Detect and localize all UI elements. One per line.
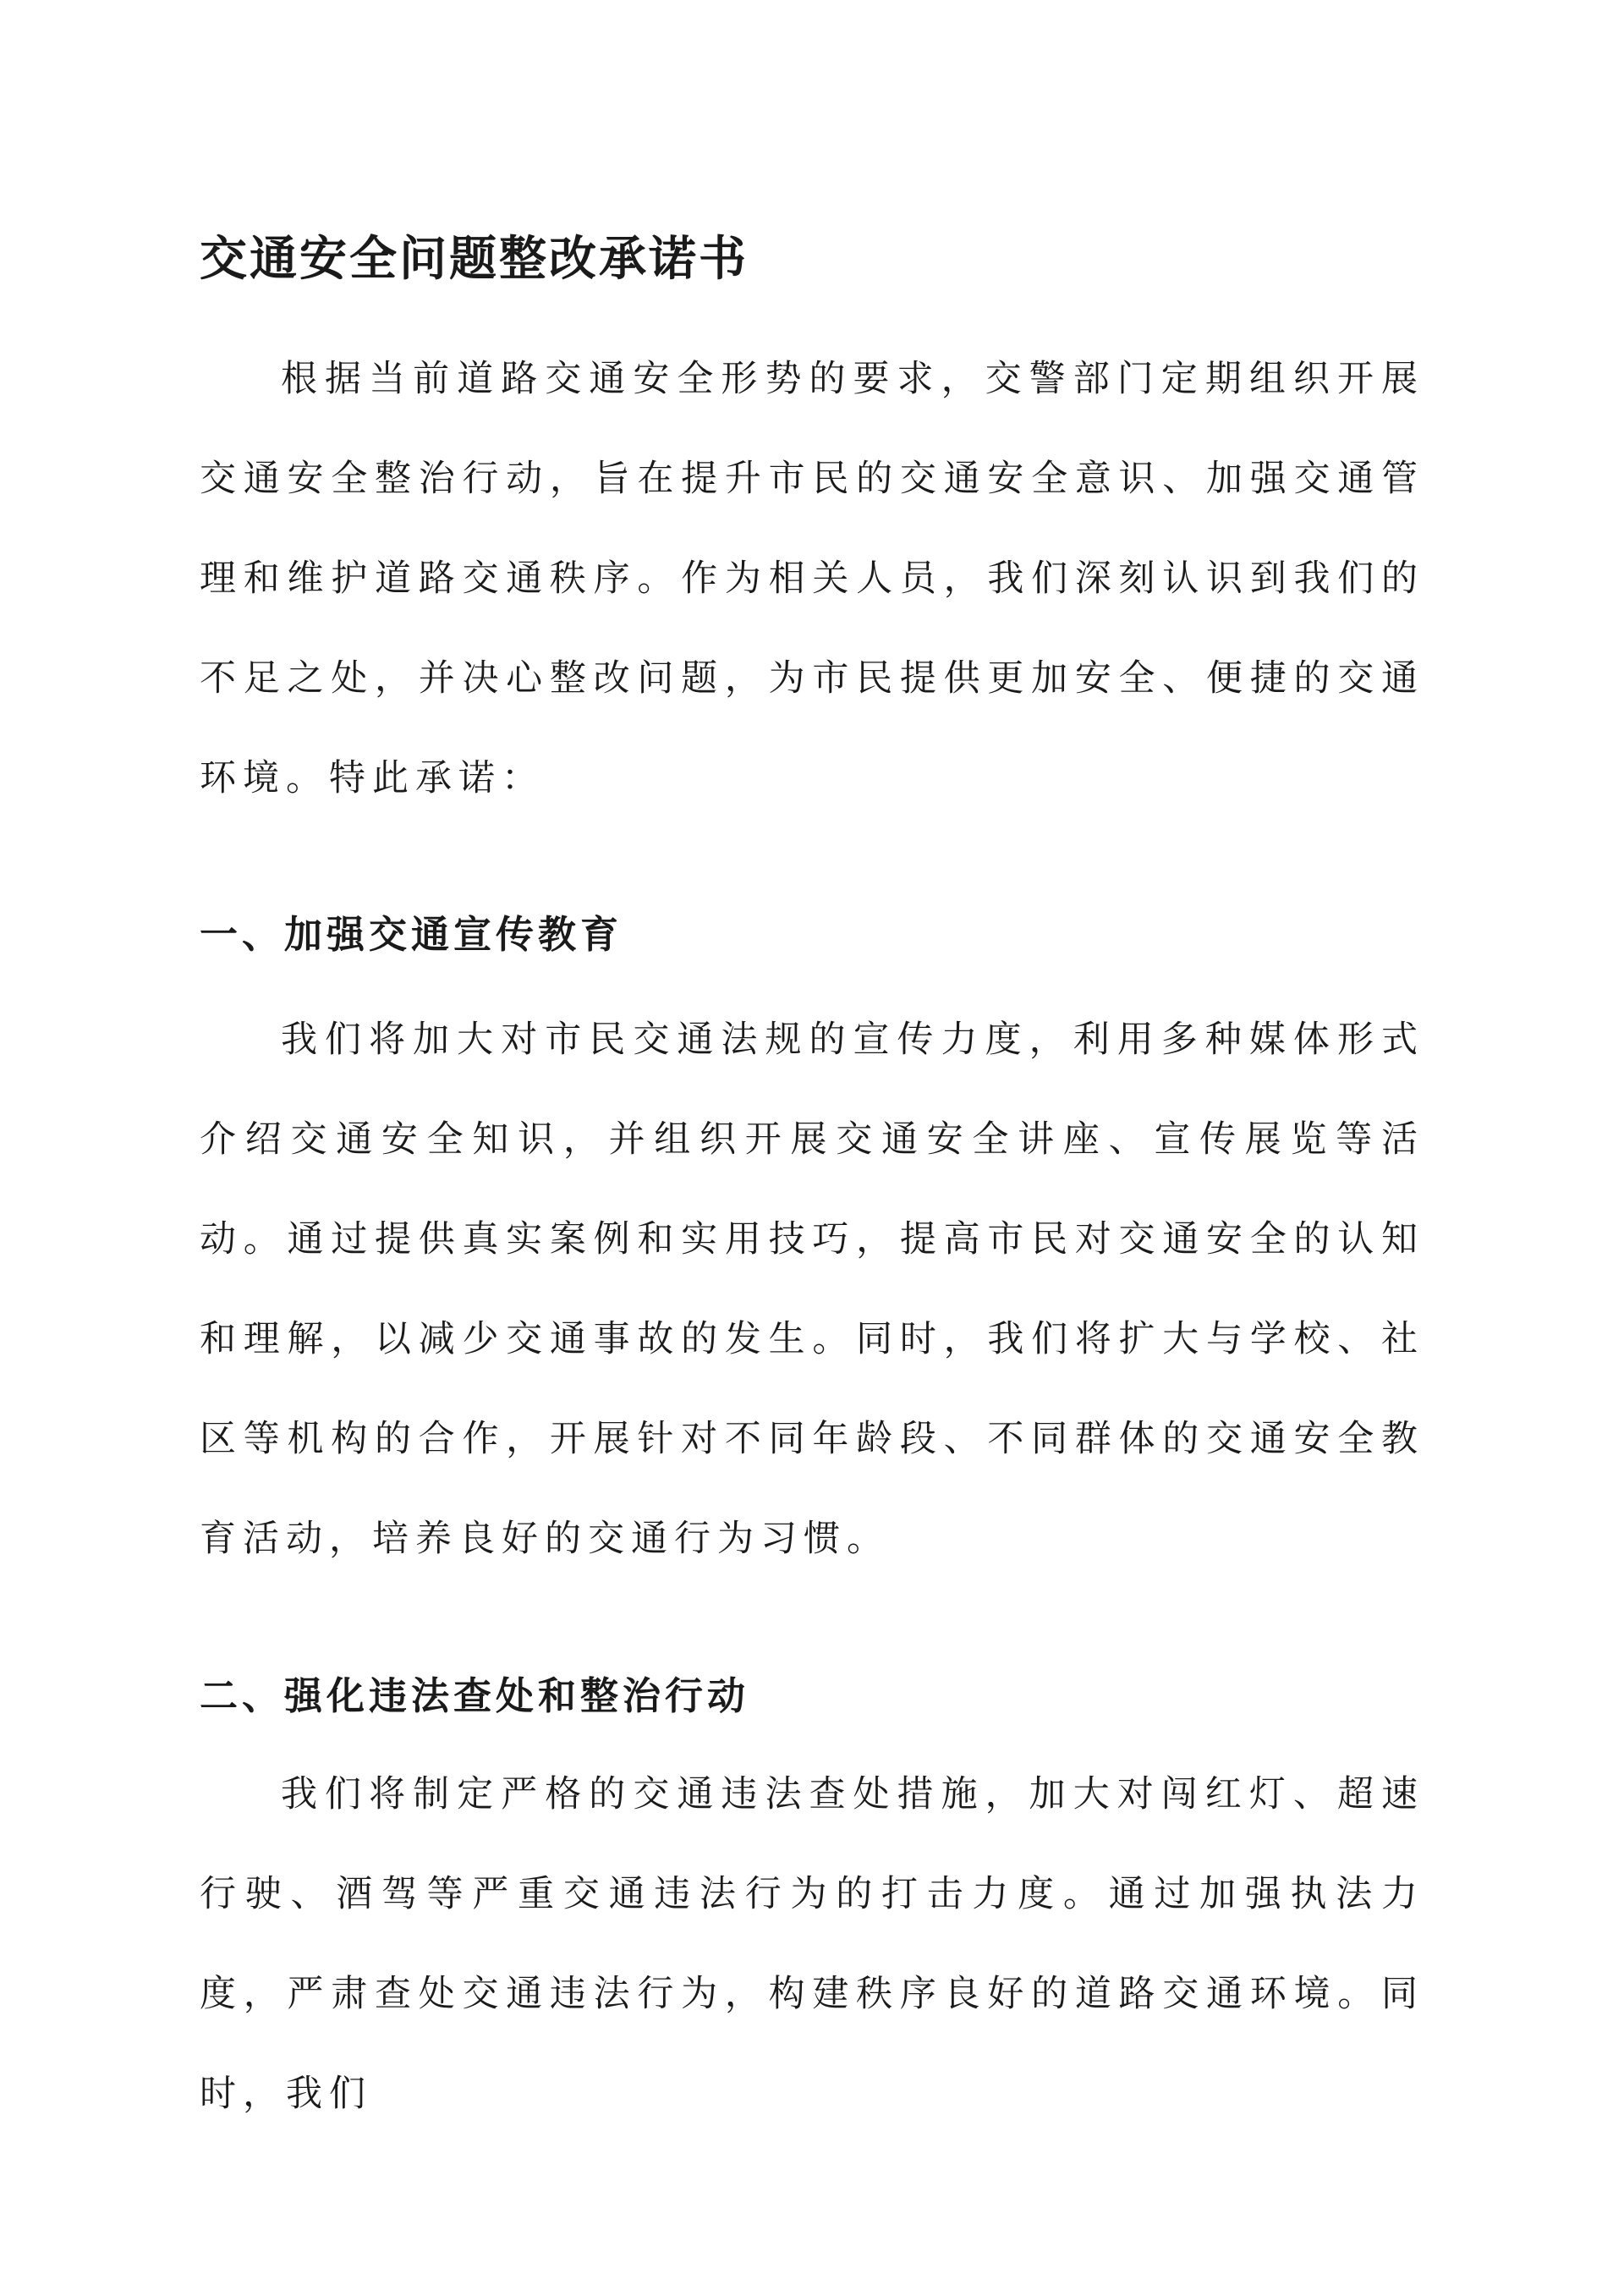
section-body-1: 我们将加大对市民交通法规的宣传力度，利用多种媒体形式介绍交通安全知识，并组织开展交通安全讲座、宣传展览等活动。通过提供真实案例和实用技巧，提高市民对交通安全的认知和理解，以减少交通事故的发生。同时，我们将扩大与学校、社区等机构的合作，开展针对不同年龄段、不同群体的交通安全教育活动，培养良好的交通行为习惯。 bbox=[200, 1019, 1424, 1560]
section-body-2: 我们将制定严格的交通违法查处措施，加大对闯红灯、超速行驶、酒驾等严重交通违法行为的打击力度。通过加强执法力度，严肃查处交通违法行为，构建秩序良好的道路交通环境。同时，我们 bbox=[200, 1773, 1424, 2115]
section-heading-2: 二、强化违法查处和整治行动 bbox=[200, 1673, 750, 1719]
intro-paragraph: 根据当前道路交通安全形势的要求，交警部门定期组织开展交通安全整治行动，旨在提升市民的交通安全意识、加强交通管理和维护道路交通秩序。作为相关人员，我们深刻认识到我们的不足之处，并决心整改问题，为市民提供更加安全、便捷的交通环境。特此承诺： bbox=[200, 358, 1424, 799]
document-title: 交通安全问题整改承诺书 bbox=[200, 230, 749, 287]
section-heading-1: 一、加强交通宣传教育 bbox=[200, 912, 623, 958]
